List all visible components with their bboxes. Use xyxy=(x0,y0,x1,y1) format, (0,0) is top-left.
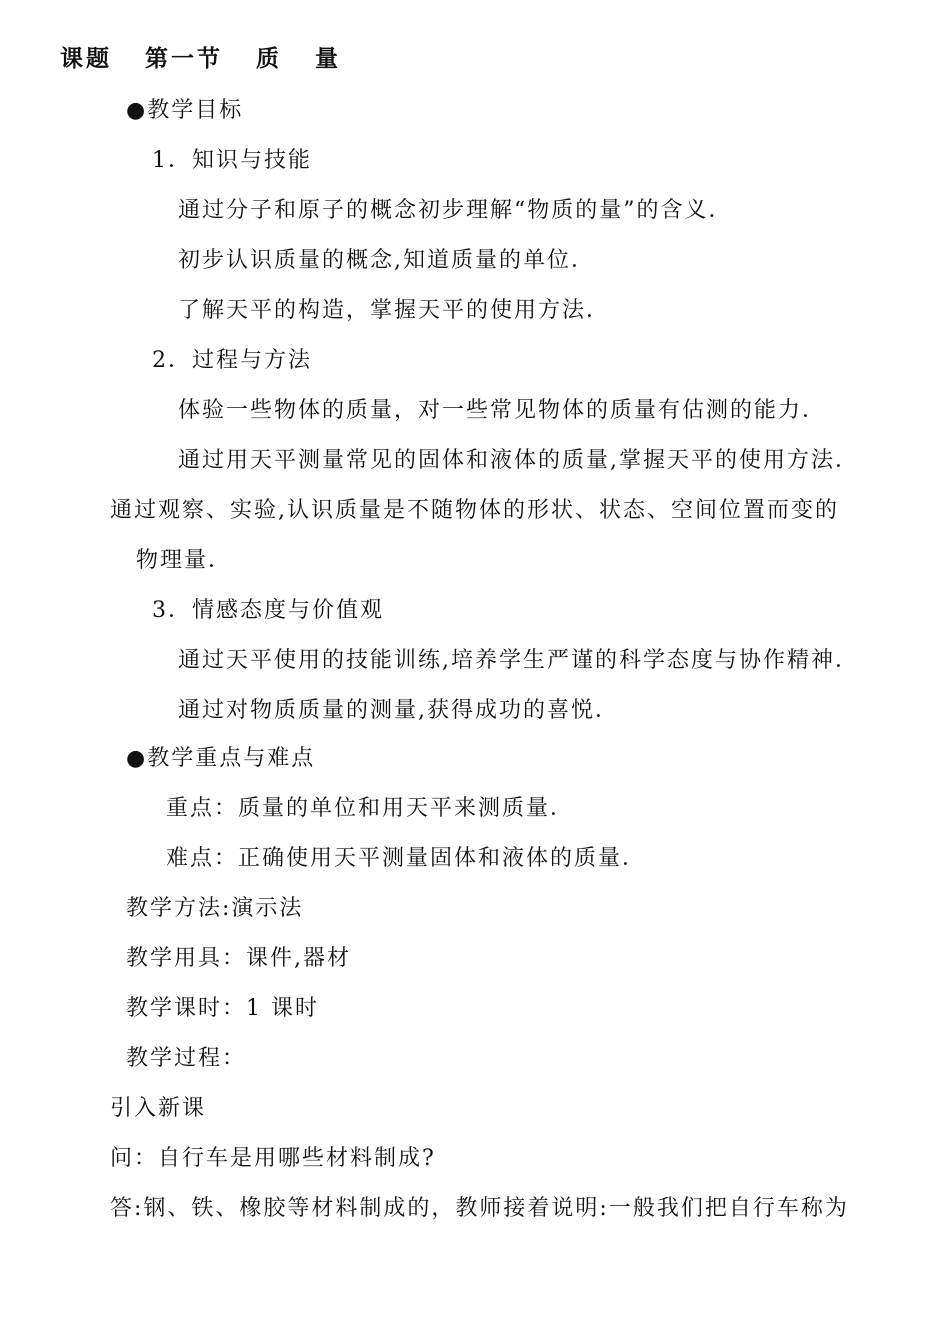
title-topic-2: 量 xyxy=(315,46,342,72)
goals-heading: ●教学目标 xyxy=(126,98,244,123)
goals-k2-item: 体验一些物体的质量，对一些常见物体的质量有估测的能力． xyxy=(178,398,827,423)
teaching-hours: 教学课时：1 课时 xyxy=(126,996,319,1021)
goals-k1-item: 了解天平的构造，掌握天平的使用方法． xyxy=(178,298,611,323)
lesson-intro: 引入新课 xyxy=(110,1096,207,1121)
teaching-process: 教学过程： xyxy=(126,1046,247,1071)
teaching-method: 教学方法:演示法 xyxy=(126,896,304,921)
lesson-question: 问：自行车是用哪些材料制成? xyxy=(110,1146,436,1171)
goals-k1-item: 初步认识质量的概念,知道质量的单位． xyxy=(178,248,595,273)
lesson-answer: 答:钢、铁、橡胶等材料制成的，教师接着说明:一般我们把自行车称为 xyxy=(110,1196,849,1221)
keypoint-difficulty: 难点：正确使用天平测量固体和液体的质量． xyxy=(166,846,647,871)
goals-k3-item: 通过对物质质量的测量,获得成功的喜悦． xyxy=(178,698,619,723)
goals-k1-item: 通过分子和原子的概念初步理解“物质的量”的含义． xyxy=(178,198,733,223)
goals-k2-item: 物理量． xyxy=(136,548,233,573)
goals-k2-item: 通过用天平测量常见的固体和液体的质量,掌握天平的使用方法． xyxy=(178,448,859,473)
goals-k3-heading: 3．情感态度与价值观 xyxy=(152,598,384,623)
goals-k2-item: 通过观察、实验,认识质量是不随物体的形状、状态、空间位置而变的 xyxy=(110,498,839,523)
keypoint-key: 重点：质量的单位和用天平来测质量． xyxy=(166,796,575,821)
title-topic-1: 质 xyxy=(256,46,283,72)
teaching-tools: 教学用具：课件,器材 xyxy=(126,946,351,971)
title-label: 课题 xyxy=(60,46,112,72)
lesson-title xyxy=(60,44,363,74)
goals-k3-item: 通过天平使用的技能训练,培养学生严谨的科学态度与协作精神． xyxy=(178,648,859,673)
keypoints-heading: ●教学重点与难点 xyxy=(126,746,316,771)
title-section: 第一节 xyxy=(145,46,224,72)
goals-k1-heading: 1．知识与技能 xyxy=(152,148,312,173)
goals-k2-heading: 2．过程与方法 xyxy=(152,348,312,373)
